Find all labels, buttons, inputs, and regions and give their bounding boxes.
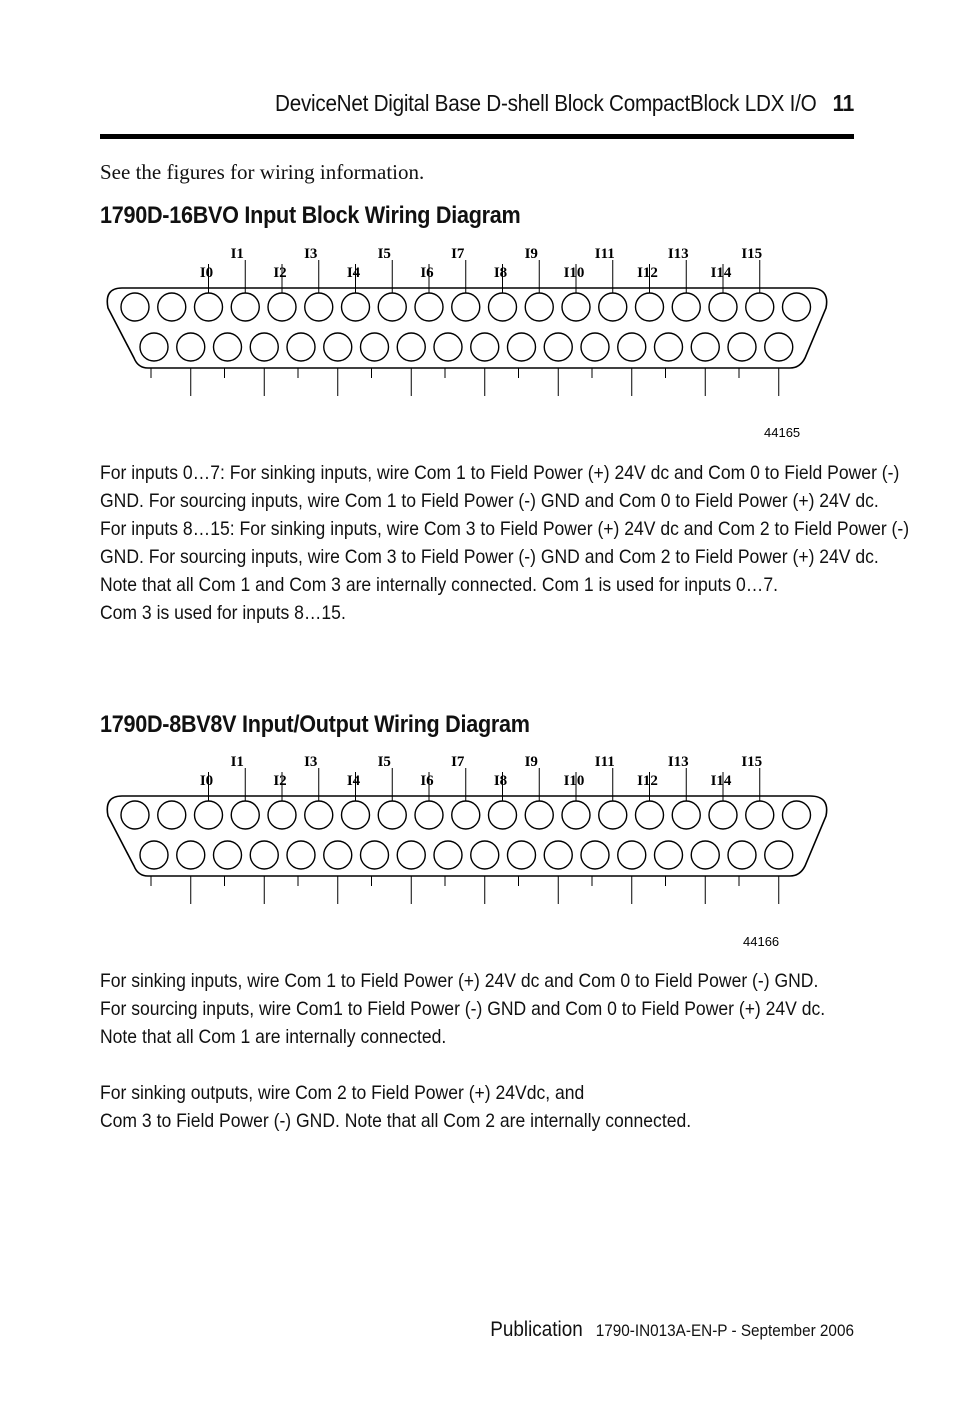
pin-bottom [544,841,572,869]
pin-bottom [655,841,683,869]
pin-label-i7: I7 [451,754,465,770]
pin-label-i13: I13 [667,246,689,262]
pin-label-i0: I0 [199,773,214,789]
section1-body [100,459,942,627]
pin-top [231,801,259,829]
paragraph: Com 3 to Field Power (-) GND. Note that all Com 2 are internally connected. [100,1110,692,1132]
pin-top [452,293,480,321]
figure-number: 44165 [764,425,801,440]
paragraph: For sinking inputs, wire Com 1 to Field Power (+) 24V dc and Com 0 to Field Power (-) GND. [100,970,819,992]
page-number: 11 [832,90,854,116]
pin-top [158,293,186,321]
header-title: DeviceNet Digital Base D-shell Block CompactBlock LDX I/O [275,90,817,116]
pin-bottom [324,841,352,869]
pin-top [525,293,553,321]
pin-bottom [397,841,425,869]
pin-bottom [397,333,425,361]
pin-bottom [140,841,168,869]
pin-bottom [250,841,278,869]
pin-top [305,293,333,321]
pin-label-i12: I12 [637,265,658,281]
pin-top [158,801,186,829]
connector-shell [107,796,826,876]
pin-top [452,801,480,829]
pin-bottom [287,841,315,869]
pin-top [746,801,774,829]
figure-number: 44166 [743,934,780,949]
pin-bottom [361,841,389,869]
pin-bottom [287,333,315,361]
pin-label-i2: I2 [273,773,287,789]
pin-label-i6: I6 [420,265,434,281]
pin-bottom [581,841,609,869]
pin-top [599,293,627,321]
pin-top [746,293,774,321]
pin-top [415,293,443,321]
section2-heading: 1790D-8BV8V Input/Output Wiring Diagram [100,711,530,738]
pin-bottom [544,333,572,361]
paragraph: Com 3 is used for inputs 8…15. [100,602,346,624]
footer [100,1318,854,1342]
pin-top [415,801,443,829]
pin-top [672,293,700,321]
pin-top [525,801,553,829]
pin-label-i10: I10 [563,265,585,281]
pin-top [342,801,370,829]
section1-heading: 1790D-16BVO Input Block Wiring Diagram [100,202,521,229]
pin-bottom [434,841,462,869]
pin-bottom [177,841,205,869]
pin-label-i3: I3 [304,246,318,262]
paragraph: For sinking outputs, wire Com 2 to Field Power (+) 24Vdc, and [100,1082,585,1104]
wiring-diagram-8bv8v [100,748,840,953]
paragraph: Note that all Com 1 are internally connected. [100,1026,447,1048]
pin-top [489,293,517,321]
pin-bottom [728,841,756,869]
pin-bottom [250,333,278,361]
pin-bottom [140,333,168,361]
publication-id: 1790-IN013A-EN-P - September 2006 [595,1321,854,1340]
pin-top [636,801,664,829]
pin-top [268,293,296,321]
pin-label-i5: I5 [377,246,391,262]
pin-label-i4: I4 [346,265,361,281]
pin-bottom [691,333,719,361]
section2-body [100,967,942,1135]
pin-bottom [765,841,793,869]
pin-label-i0: I0 [199,265,214,281]
pin-label-i15: I15 [741,754,763,770]
intro-text: See the figures for wiring information. [100,160,425,184]
pin-top [489,801,517,829]
pin-label-i8: I8 [493,265,508,281]
pin-label-i14: I14 [710,773,732,789]
pin-top [121,801,149,829]
pin-bottom [324,333,352,361]
connector-shell [107,288,826,368]
paragraph: Note that all Com 1 and Com 3 are internally connected. Com 1 is used for inputs 0…7. [100,574,778,596]
pin-label-i10: I10 [563,773,585,789]
pin-label-i14: I14 [710,265,732,281]
pin-label-i8: I8 [493,773,508,789]
pin-top [783,293,811,321]
pin-bottom [471,841,499,869]
pin-label-i12: I12 [637,773,658,789]
pin-top [562,293,590,321]
pin-top [783,801,811,829]
pin-label-i7: I7 [451,246,465,262]
pin-bottom [361,333,389,361]
pin-label-i1: I1 [230,754,244,770]
paragraph [100,1051,942,1079]
header-rule [100,134,854,139]
pin-label-i3: I3 [304,754,318,770]
pin-top [195,801,223,829]
pin-bottom [214,333,242,361]
pin-top [599,801,627,829]
pin-top [195,293,223,321]
pin-label-i4: I4 [346,773,361,789]
pin-bottom [471,333,499,361]
pin-bottom [177,333,205,361]
pin-label-i5: I5 [377,754,391,770]
pin-bottom [581,333,609,361]
pin-top [231,293,259,321]
wiring-diagram-16bvo [100,240,840,445]
pin-label-i13: I13 [667,754,689,770]
pin-bottom [655,333,683,361]
pin-bottom [214,841,242,869]
pin-label-i11: I11 [594,246,615,262]
paragraph: For sourcing inputs, wire Com1 to Field Power (-) GND and Com 0 to Field Power (+) 24V dc. [100,998,826,1020]
pin-label-i9: I9 [524,246,538,262]
pin-top [672,801,700,829]
pin-top [378,801,406,829]
pin-bottom [618,333,646,361]
pin-top [342,293,370,321]
pin-top [305,801,333,829]
pin-top [562,801,590,829]
paragraph: For inputs 0…7: For sinking inputs, wire Com 1 to Field Power (+) 24V dc and Com 0 to Field Power (-) GND. For sourcing inputs, wire Com 1 to Field Power (-) GND and Com 0 to Field Power (+) 24V dc. [100,462,900,512]
paragraph: For inputs 8…15: For sinking inputs, wire Com 3 to Field Power (+) 24V dc and Com 2 to Field Power (-) GND. For sourcing inputs, wire Com 3 to Field Power (-) GND and Com 2 to Field Power (+) 24V dc. [100,518,910,568]
pin-top [709,801,737,829]
pin-label-i11: I11 [594,754,615,770]
pin-bottom [691,841,719,869]
pin-label-i9: I9 [524,754,538,770]
pin-top [121,293,149,321]
pin-top [378,293,406,321]
pin-top [709,293,737,321]
pin-bottom [434,333,462,361]
connector-diagram-svg [100,240,840,445]
pin-label-i1: I1 [230,246,244,262]
pin-bottom [728,333,756,361]
running-header [175,90,854,117]
pin-label-i2: I2 [273,265,287,281]
pin-label-i6: I6 [420,773,434,789]
pin-bottom [765,333,793,361]
connector-diagram-svg [100,748,840,953]
pin-top [636,293,664,321]
pin-bottom [618,841,646,869]
pin-top [268,801,296,829]
publication-label: Publication [490,1318,583,1341]
pin-label-i15: I15 [741,246,763,262]
pin-bottom [508,841,536,869]
pin-bottom [508,333,536,361]
